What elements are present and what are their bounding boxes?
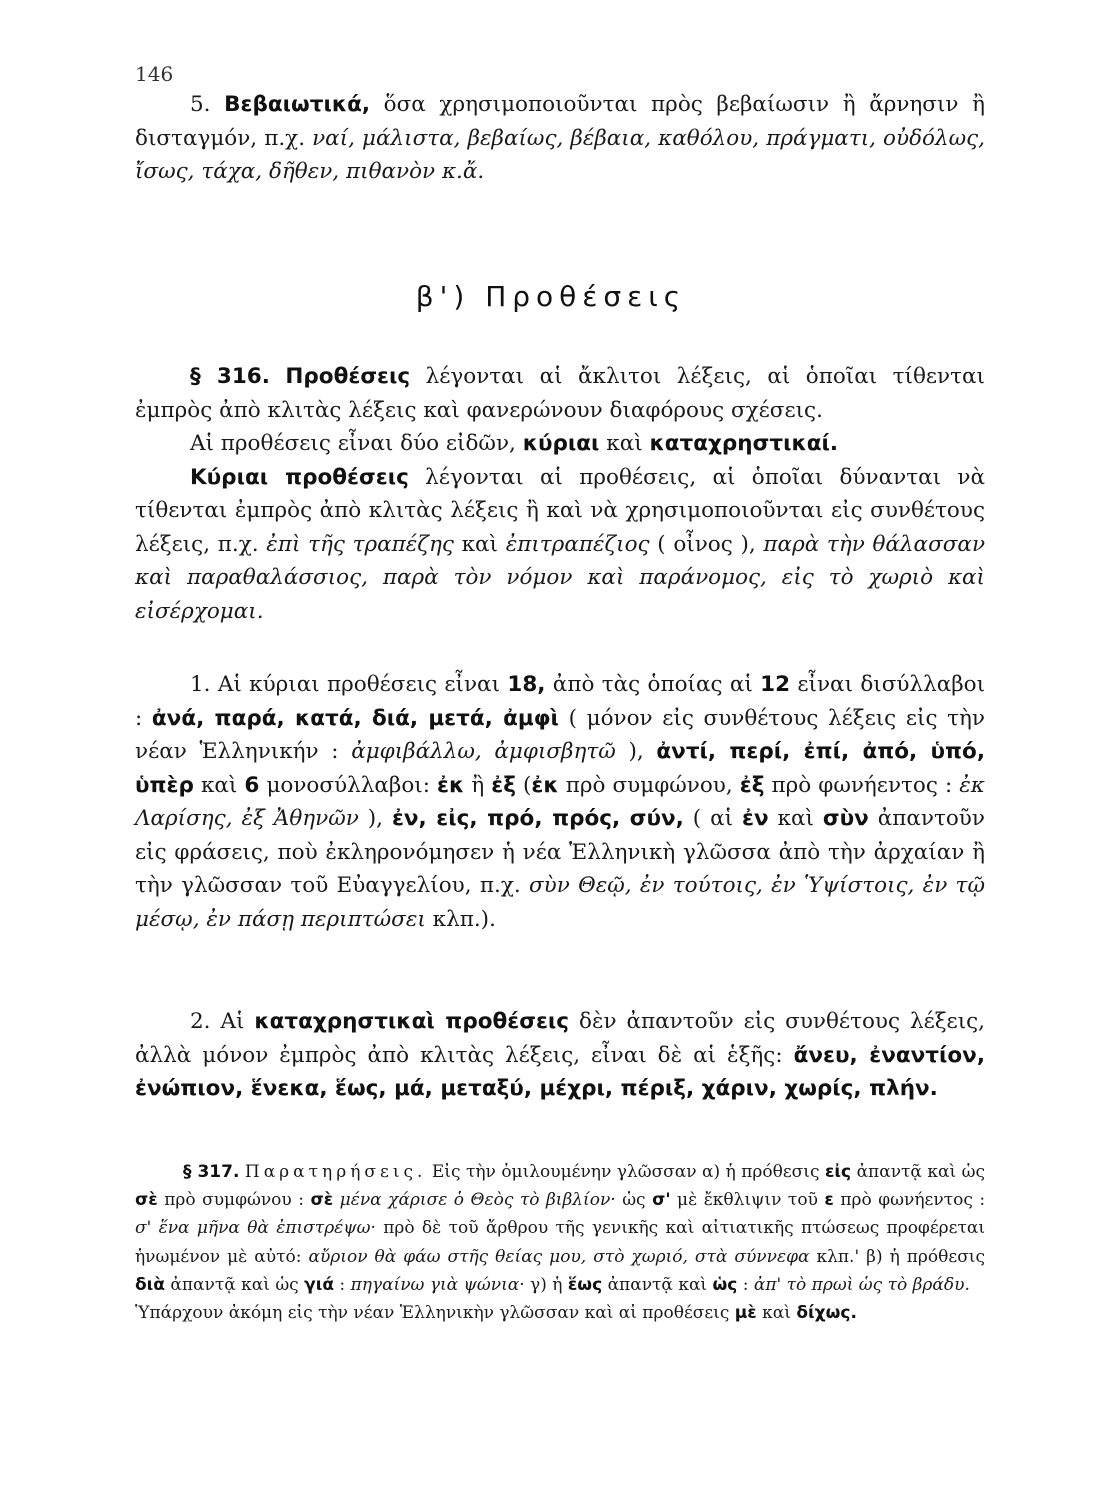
p1-example-1: ἀμφιβάλλω, ἀμφισβητῶ (351, 739, 616, 764)
section-316-term: Προθέσεις (285, 364, 411, 389)
s317-text-f: πρὸ φωνήεντος : (840, 1190, 986, 1211)
kinds-katachrestikai: καταχρηστικαί. (649, 431, 839, 456)
p1-text-l: ), (367, 806, 383, 831)
prep-syn: σὺν (822, 806, 869, 831)
s317-text-e: μὲ ἔκθλιψιν τοῦ (677, 1190, 818, 1211)
paragraph-1 (135, 668, 985, 936)
p1-text-g: μονοσύλλαβοι: (266, 772, 430, 798)
prep-dia: διὰ (135, 1274, 165, 1295)
s317-text-h: κλπ.' β) ἡ πρόθεσις (816, 1246, 985, 1267)
prep-ex-2: ἐξ (739, 772, 765, 798)
page-number: 146 (135, 62, 174, 86)
section-317-title: Παρατηρήσεις. (244, 1162, 427, 1182)
p1-text-k: πρὸ φωνήεντος : (771, 772, 953, 798)
prep-en: ἐν (741, 806, 769, 831)
katachrestikai-list: ἄνευ, ἐναντίον, ἐνώπιον, ἕνεκα, ἕως, μά, μεταξύ, μέχρι, πέριξ, χάριν, χωρίς, πλήν. (135, 1042, 985, 1101)
item-5-examples: ναί, μάλιστα, βεβαίως, βέβαια, καθόλου, πράγματι, οὐδόλως, ἴσως, τάχα, δῆθεν, πιθανὸν κ.ἄ. (135, 125, 985, 184)
prep-ex: ἐξ (491, 772, 516, 798)
s317-text-l: ἀπαντᾷ καὶ (607, 1274, 708, 1295)
paragraph-2-number: 2. (190, 1009, 211, 1034)
count-12: 12 (760, 672, 791, 697)
section-316-number: § 316. (190, 364, 270, 389)
count-6: 6 (244, 772, 260, 798)
s317-text-k: γ) ἡ (530, 1274, 563, 1295)
item-5-paragraph (135, 88, 985, 189)
example-1: ἐπὶ τῆς τραπέζης (266, 531, 454, 557)
item-5-number: 5. (190, 92, 211, 117)
letter-epsilon: ε (824, 1190, 834, 1211)
p1-paren: ( (523, 772, 532, 798)
p1-text-n: καὶ (777, 806, 814, 831)
s317-text-m: : (742, 1274, 749, 1295)
s317-text-b: ἀπαντᾷ καὶ ὡς (856, 1162, 985, 1182)
p1-text-p: κλπ.). (432, 906, 496, 932)
prep-se: σὲ (135, 1190, 158, 1211)
section-317-number: § 317. (183, 1162, 240, 1182)
s317-example-1: μένα χάρισε ὁ Θεὸς τὸ βιβλίον· (339, 1190, 616, 1211)
example-2: ἐπιτραπέζιος (505, 531, 650, 557)
prep-se-2: σὲ (310, 1190, 334, 1211)
prep-gia: γιά (304, 1274, 335, 1295)
section-316-definition: λέγονται αἱ ἄκλιτοι λέξεις, αἱ ὁποῖαι τίθενται ἐμπρὸς ἀπὸ κλιτὰς λέξεις καὶ φανερώνουν διαφόρους σχέσεις. (135, 364, 985, 423)
s317-text-j: : (339, 1274, 346, 1295)
disyllabic-list-2: ἀντί, περί, ἐπί, ἀπό, ὑπό, ὑπὲρ (135, 739, 985, 798)
s317-example-2: σ' ἕνα μῆνα θὰ ἐπιστρέψω· (135, 1218, 376, 1239)
section-316-kinds-text: Αἱ προθέσεις εἶναι δύο εἰδῶν, (190, 431, 516, 456)
kyriai-term: Κύριαι προθέσεις (190, 464, 409, 490)
s317-text-d: ὡς (622, 1190, 646, 1211)
prep-dixos: δίχως. (796, 1303, 857, 1324)
count-18: 18, (507, 672, 546, 697)
prep-me: μὲ (734, 1303, 757, 1324)
kyriai-definition: λέγονται αἱ προθέσεις, αἱ ὁποῖαι δύνανται νὰ τίθενται ἐμπρὸς ἀπὸ κλιτὰς λέξεις ἢ καὶ νὰ χρησιμοποιοῦνται εἰς συνθέτους λέξεις, π.χ. (135, 464, 985, 557)
s317-example-3: αὔριον θὰ φάω στῆς θείας μου, στὸ χωριό, στὰ σύννεφα (308, 1246, 810, 1267)
example-paren: ( οἶνος ), (657, 531, 756, 557)
p2-text-b: δὲν ἀπαντοῦν εἰς συνθέτους λέξεις, ἀλλὰ μόνον ἐμπρὸς ἀπὸ κλιτὰς λέξεις, εἶναι δὲ αἱ ἑξῆς: (135, 1009, 985, 1068)
p1-text-b: ἀπὸ τὰς ὁποίας αἱ (552, 672, 753, 697)
p1-text-e: ), (628, 739, 644, 764)
p1-text-j: πρὸ συμφώνου, (565, 772, 733, 798)
p1-text-a: Αἱ κύριαι προθέσεις εἶναι (217, 672, 501, 697)
item-5-text: ὅσα χρησιμοποιοῦνται πρὸς βεβαίωσιν ἢ ἄρνησιν ἢ δισταγμόν, π.χ. (135, 92, 985, 151)
s317-text-c: πρὸ συμφώνου : (164, 1190, 304, 1211)
s317-example-4: πηγαίνω γιὰ ψώνια· (350, 1274, 525, 1295)
s317-text-a: Εἰς τὴν ὁμιλουμένην γλῶσσαν α) ἡ πρόθεσις (431, 1162, 820, 1182)
prep-ek-2: ἐκ (531, 772, 559, 798)
p1-text-d: ( μόνον εἰς συνθέτους λέξεις εἰς τὴν νέαν Ἑλληνικήν : (135, 705, 985, 764)
s317-text-n: Ὑπάρχουν ἀκόμη εἰς τὴν νέαν Ἑλληνικὴν γλῶσσαν καὶ αἱ προθέσεις (135, 1303, 730, 1324)
prep-eis: εἰς (824, 1162, 852, 1182)
p1-text-m: ( αἱ (692, 806, 734, 831)
paragraph-2 (135, 1005, 985, 1106)
kinds-kyriai: κύριαι (522, 431, 600, 456)
p1-example-2: ἐκ Λαρίσης, ἐξ Ἀθηνῶν (135, 772, 985, 831)
p1-example-3: σὺν Θεῷ, ἐν τούτοις, ἐν Ὑψίστοις, ἐν τῷ μέσῳ, ἐν πάσῃ περιπτώσει (135, 873, 985, 932)
section-317-paragraph (135, 1158, 985, 1327)
example-3: παρὰ τὴν θάλασσαν καὶ παραθαλάσσιος, παρὰ τὸν νόμον καὶ παράνομος, εἰς τὸ χωριὸ καὶ εἰσέρχομαι. (135, 531, 986, 624)
section-heading: β') Προθέσεις (415, 280, 687, 313)
prep-heos: ἕως (567, 1274, 603, 1295)
s317-example-5: ἀπ' τὸ πρωὶ ὡς τὸ βράδυ. (753, 1274, 970, 1295)
s317-text-o: καὶ (762, 1303, 791, 1324)
section-316-paragraph (135, 360, 985, 628)
prep-hos: ὡς (712, 1274, 738, 1295)
disyllabic-list: ἀνά, παρά, κατά, διά, μετά, ἀμφὶ (151, 705, 559, 731)
p2-text-a: Αἱ (220, 1009, 245, 1034)
item-5-term: Βεβαιωτικά, (224, 92, 371, 117)
conjunction: καὶ (606, 431, 643, 456)
monosyllabic-list: ἐν, εἰς, πρό, πρός, σύν, (391, 806, 684, 831)
conjunction: καὶ (461, 531, 498, 557)
p1-text-o: ἀπαντοῦν εἰς φράσεις, ποὺ ἐκληρονόμησεν ἡ νέα Ἑλληνικὴ γλῶσσα ἀπὸ τὴν ἀρχαίαν ἢ τὴν γλῶσσαν τοῦ Εὐαγγελίου, π.χ. (135, 806, 985, 898)
p1-text-h: ἢ (471, 772, 485, 798)
paragraph-1-number: 1. (190, 672, 211, 697)
s317-text-g: πρὸ δὲ τοῦ ἄρθρου τῆς γενικῆς καὶ αἰτιατικῆς πτώσεως προφέρεται ἡνωμένον μὲ αὐτό: (135, 1218, 985, 1267)
katachrestikai-term: καταχρηστικαὶ προθέσεις (254, 1009, 570, 1034)
p1-text-c: εἶναι δισύλλαβοι : (135, 672, 986, 731)
prep-ek: ἐκ (437, 772, 465, 798)
p1-text-f: καὶ (200, 772, 238, 798)
prep-s-apostrophe: σ' (652, 1190, 671, 1211)
s317-text-i: ἀπαντᾷ καὶ ὡς (170, 1274, 299, 1295)
